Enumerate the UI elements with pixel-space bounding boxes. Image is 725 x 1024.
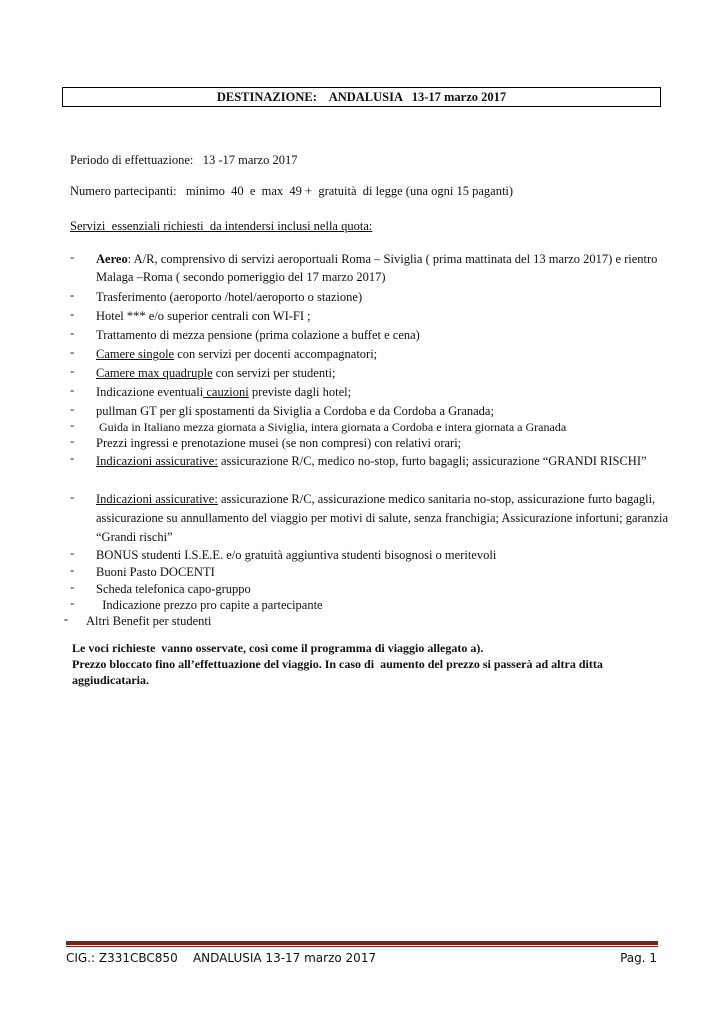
- bullet-dash: -: [70, 580, 75, 594]
- list-item-text: Guida in Italiano mezza giornata a Siviglia, intera giornata a Cordoba e intera giornata a Granada: [96, 420, 567, 434]
- list-item-text: Hotel *** e/o superior centrali con WI-FI ;: [96, 309, 311, 323]
- list-item-text: Aereo: A/R, comprensivo di servizi aeroportuali Roma – Siviglia ( prima mattinata del 13 marzo 2017) e rientro Malaga –Roma ( secondo pomeriggio del 17 marzo 2017): [96, 252, 658, 284]
- partecipanti-line: Numero partecipanti: minimo 40 e max 49 + gratuità di legge (una ogni 15 paganti): [70, 184, 514, 198]
- footer-page-number: Pag. 1: [620, 951, 657, 965]
- list-item-text: Indicazione eventuali cauzioni previste dagli hotel;: [96, 385, 352, 399]
- list-item-text: Prezzi ingressi e prenotazione musei (se non compresi) con relativi orari;: [96, 436, 462, 450]
- bullet-dash: -: [70, 546, 75, 560]
- list-item-text: BONUS studenti I.S.E.E. e/o gratuità aggiuntiva studenti bisognosi o meritevoli: [96, 548, 497, 562]
- bullet-dash: -: [70, 288, 75, 302]
- bullet-dash: -: [70, 326, 75, 340]
- list-item-text: Camere singole con servizi per docenti accompagnatori;: [96, 347, 378, 361]
- footer-rule-thin: [66, 946, 658, 947]
- bullet-dash: -: [64, 612, 69, 626]
- bullet-dash: -: [70, 307, 75, 321]
- list-item-text: Trattamento di mezza pensione (prima colazione a buffet e cena): [96, 328, 420, 342]
- list-item-text: Indicazioni assicurative: assicurazione R/C, assicurazione medico sanitaria no-stop, assicurazione furto bagagli, assicurazione su annullamento del viaggio per motivi di salute, senza franchigia; Assicurazione infortuni; garanzia “Grandi rischi”: [96, 492, 669, 544]
- bullet-dash: -: [70, 596, 75, 610]
- list-item-text: Trasferimento (aeroporto /hotel/aeroporto o stazione): [96, 290, 363, 304]
- bullet-dash: -: [70, 364, 75, 378]
- list-item-text: Altri Benefit per studenti: [86, 614, 212, 628]
- bullet-dash: -: [70, 250, 75, 264]
- bullet-dash: -: [70, 402, 75, 416]
- list-item-text: Indicazioni assicurative: assicurazione R/C, medico no-stop, furto bagagli; assicurazione “GRANDI RISCHI”: [96, 454, 647, 468]
- bullet-dash: -: [70, 451, 75, 465]
- list-item-text: Indicazione prezzo pro capite a partecipante: [96, 598, 323, 612]
- bullet-dash: -: [70, 383, 75, 397]
- note-line-1: Le voci richieste vanno osservate, così come il programma di viaggio allegato a).: [72, 641, 484, 655]
- note-line-3: aggiudicataria.: [72, 673, 149, 687]
- footer-rule: [66, 941, 658, 945]
- list-item-text: Scheda telefonica capo-gruppo: [96, 582, 251, 596]
- footer-cig: CIG.: Z331CBC850 ANDALUSIA 13-17 marzo 2017: [66, 951, 377, 965]
- periodo-line: Periodo di effettuazione: 13 -17 marzo 2017: [70, 153, 298, 167]
- list-item-text: Camere max quadruple con servizi per studenti;: [96, 366, 336, 380]
- destination-title: DESTINAZIONE: ANDALUSIA 13-17 marzo 2017: [62, 87, 661, 107]
- bullet-dash: -: [70, 418, 75, 432]
- servizi-heading: Servizi essenziali richiesti da intendersi inclusi nella quota:: [70, 219, 373, 233]
- list-item-text: Buoni Pasto DOCENTI: [96, 565, 215, 579]
- note-line-2: Prezzo bloccato fino all’effettuazione del viaggio. In caso di aumento del prezzo si passerà ad altra ditta: [72, 657, 603, 671]
- bullet-dash: -: [70, 434, 75, 448]
- bullet-dash: -: [70, 345, 75, 359]
- bullet-dash: -: [70, 490, 75, 504]
- bullet-dash: -: [70, 563, 75, 577]
- list-item-text: pullman GT per gli spostamenti da Siviglia a Cordoba e da Cordoba a Granada;: [96, 404, 494, 418]
